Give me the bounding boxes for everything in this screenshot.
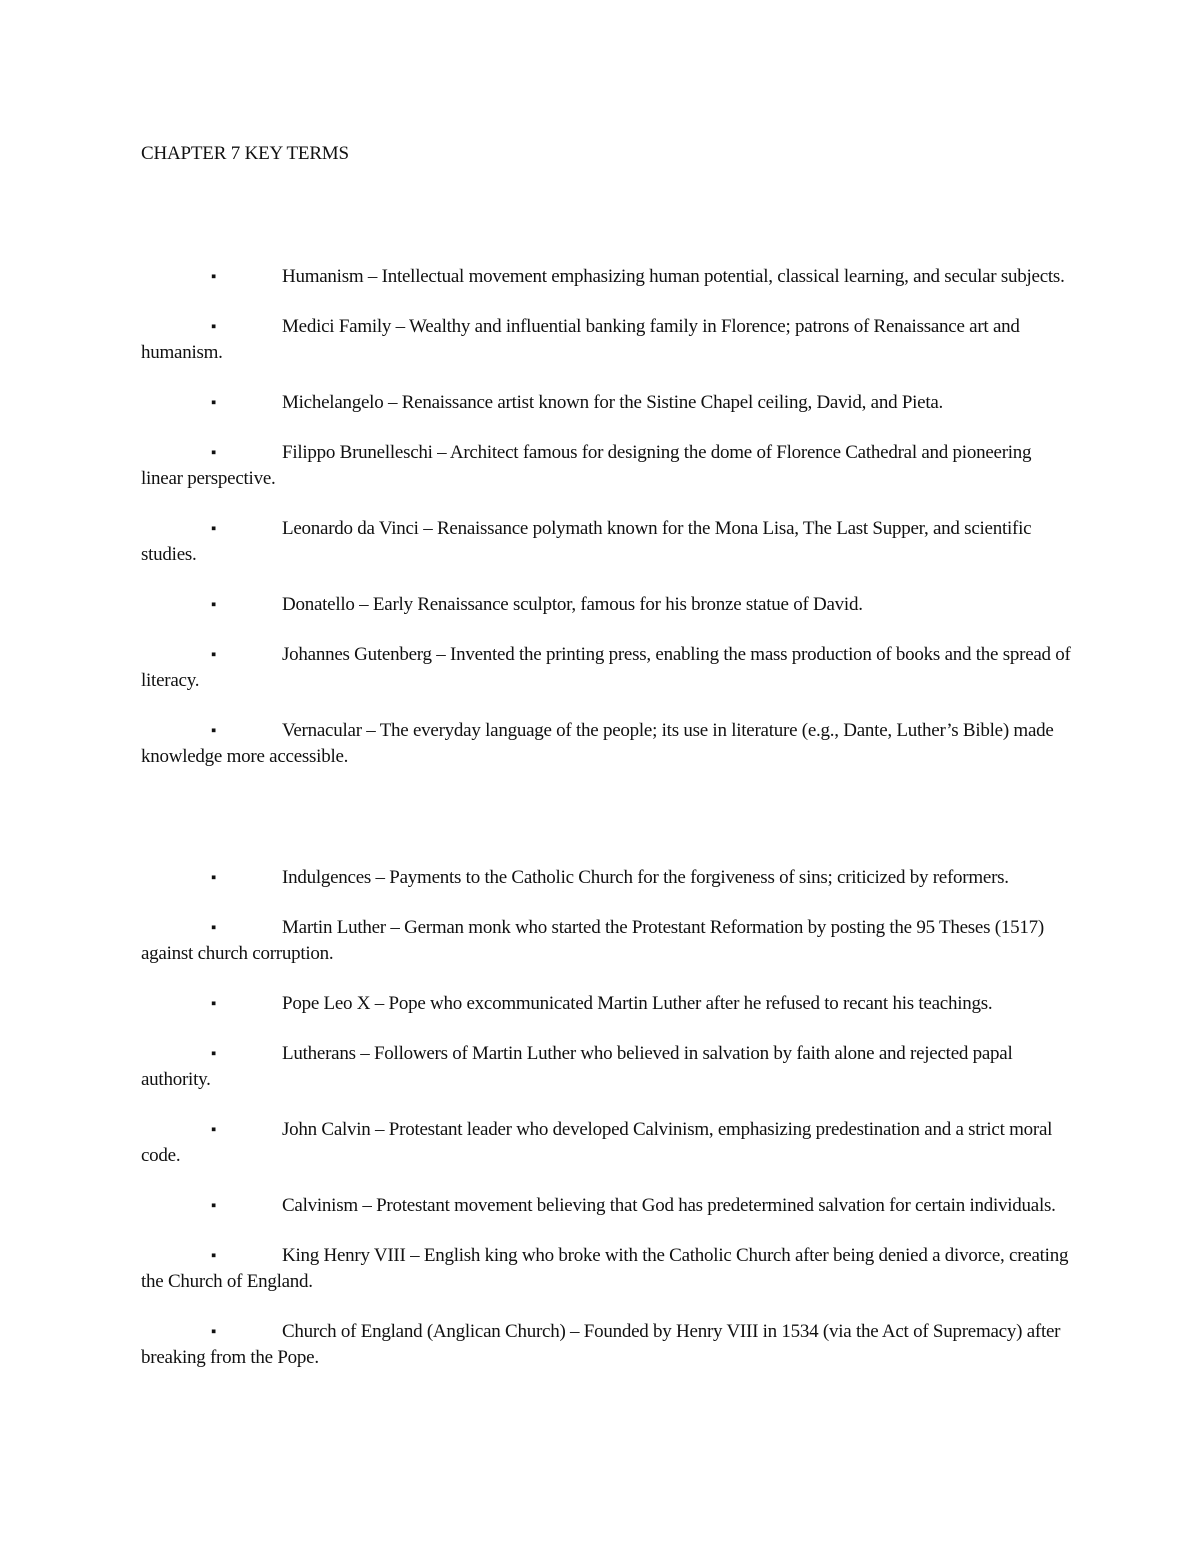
list-item xyxy=(141,642,1071,694)
bullet-icon: ▪ xyxy=(211,647,217,663)
bullet-icon: ▪ xyxy=(211,269,217,285)
list-item xyxy=(141,264,1071,290)
bullet-icon: ▪ xyxy=(211,597,217,613)
term-text: Indulgences – Payments to the Catholic Church for the forgiveness of sins; criticized by reformers. xyxy=(282,867,1009,888)
list-item xyxy=(141,390,1071,416)
term-text: John Calvin – Protestant leader who developed Calvinism, emphasizing predestination and a strict moral code. xyxy=(141,1119,1053,1166)
term-text: Vernacular – The everyday language of the people; its use in literature (e.g., Dante, Luther’s Bible) made knowledge more accessible. xyxy=(141,720,1054,767)
term-text: Donatello – Early Renaissance sculptor, famous for his bronze statue of David. xyxy=(282,594,863,615)
term-text: Johannes Gutenberg – Invented the printing press, enabling the mass production of books and the spread of literacy. xyxy=(141,644,1071,691)
list-item xyxy=(141,915,1071,967)
list-item xyxy=(141,592,1071,618)
bullet-icon: ▪ xyxy=(211,1248,217,1264)
reformation-term-list xyxy=(141,865,1071,1395)
list-item xyxy=(141,1243,1071,1295)
list-item xyxy=(141,440,1071,492)
term-text: Pope Leo X – Pope who excommunicated Martin Luther after he refused to recant his teachings. xyxy=(282,993,993,1014)
term-text: Calvinism – Protestant movement believing that God has predetermined salvation for certain individuals. xyxy=(282,1195,1056,1216)
term-text: King Henry VIII – English king who broke with the Catholic Church after being denied a divorce, creating the Church of England. xyxy=(141,1245,1069,1292)
bullet-icon: ▪ xyxy=(211,870,217,886)
bullet-icon: ▪ xyxy=(211,1198,217,1214)
list-item xyxy=(141,991,1071,1017)
bullet-icon: ▪ xyxy=(211,319,217,335)
list-item xyxy=(141,718,1071,770)
list-item xyxy=(141,865,1071,891)
bullet-icon: ▪ xyxy=(211,445,217,461)
bullet-icon: ▪ xyxy=(211,521,217,537)
bullet-icon: ▪ xyxy=(211,1122,217,1138)
page-title: CHAPTER 7 KEY TERMS xyxy=(141,143,349,164)
list-item xyxy=(141,314,1071,366)
term-text: Church of England (Anglican Church) – Founded by Henry VIII in 1534 (via the Act of Supremacy) after breaking from the Pope. xyxy=(141,1321,1061,1368)
bullet-icon: ▪ xyxy=(211,723,217,739)
renaissance-term-list xyxy=(141,264,1071,794)
list-item xyxy=(141,1041,1071,1093)
term-text: Medici Family – Wealthy and influential banking family in Florence; patrons of Renaissance art and humanism. xyxy=(141,316,1020,363)
list-item xyxy=(141,516,1071,568)
list-item xyxy=(141,1319,1071,1371)
bullet-icon: ▪ xyxy=(211,1046,217,1062)
term-text: Martin Luther – German monk who started the Protestant Reformation by posting the 95 Theses (1517) against church corruption. xyxy=(141,917,1044,964)
term-text: Michelangelo – Renaissance artist known for the Sistine Chapel ceiling, David, and Pieta. xyxy=(282,392,944,413)
term-text: Humanism – Intellectual movement emphasizing human potential, classical learning, and secular subjects. xyxy=(282,266,1065,287)
bullet-icon: ▪ xyxy=(211,1324,217,1340)
list-item xyxy=(141,1117,1071,1169)
term-text: Lutherans – Followers of Martin Luther who believed in salvation by faith alone and rejected papal authority. xyxy=(141,1043,1013,1090)
bullet-icon: ▪ xyxy=(211,920,217,936)
bullet-icon: ▪ xyxy=(211,996,217,1012)
bullet-icon: ▪ xyxy=(211,395,217,411)
term-text: Leonardo da Vinci – Renaissance polymath known for the Mona Lisa, The Last Supper, and scientific studies. xyxy=(141,518,1032,565)
term-text: Filippo Brunelleschi – Architect famous for designing the dome of Florence Cathedral and pioneering linear perspective. xyxy=(141,442,1032,489)
list-item xyxy=(141,1193,1071,1219)
